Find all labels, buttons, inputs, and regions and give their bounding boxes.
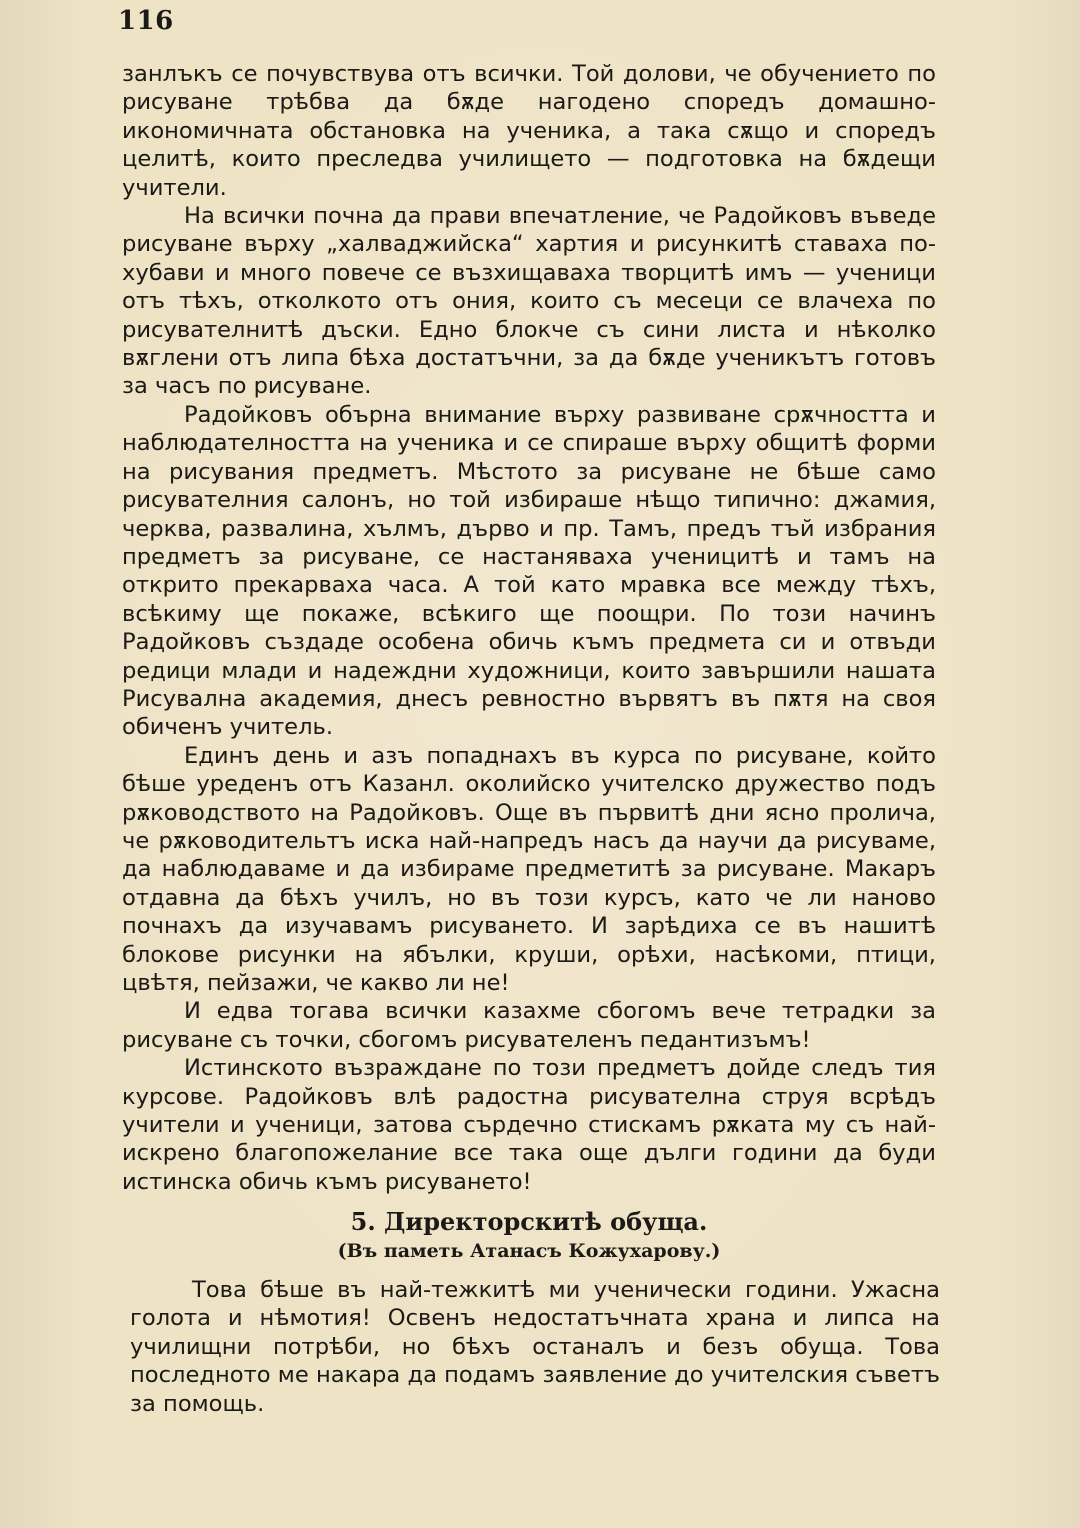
- paragraph: На всички почна да прави впечатление, че Радойковъ въведе рисуване върху „халваджийска“ хартия и рисункитѣ ставаха по-хубави и много повече се възхищаваха творцитѣ имъ — ученици отъ тѣхъ, отколкото отъ ония, които съ месеци се влачеха по рисувателнитѣ дъски. Едно блокче съ сини листа и нѣколко вѫглени отъ липа бѣха достатъчни, за да бѫде ученикътъ готовъ за часъ по рисуване.: [122, 203, 936, 400]
- paragraph: И едва тогава всички казахме сбогомъ вече тетрадки за рисуване съ точки, сбогомъ рисувателенъ педантизъмъ!: [122, 998, 936, 1053]
- paragraph: Истинското възраждане по този предметъ дойде следъ тия курсове. Радойковъ влѣ радостна рисувателна струя всрѣдъ учители и ученици, затова сърдечно стискамъ рѫката му съ най-искрено благопожелание все така още дълги години да буди истинска обичь къмъ рисуването!: [122, 1055, 936, 1195]
- paragraph: занлъкъ се почувствува отъ всички. Той долови, че обучението по рисуване трѣбва да бѫде нагодено споредъ домашно-икономичната обстановка на ученика, а така сѫщо и споредъ целитѣ, които преследва училището — подготовка на бѫдещи учители.: [122, 61, 936, 201]
- paragraph: Единъ день и азъ попаднахъ въ курса по рисуване, който бѣше уреденъ отъ Казанл. околийско учителско дружество подъ рѫководството на Радойковъ. Още въ първитѣ дни ясно пролича, че рѫководительтъ иска най-напредъ насъ да научи да рисуваме, да наблюдаваме и да избираме предметитѣ за рисуване. Макаръ отдавна да бѣхъ училъ, но въ този курсъ, като че ли наново почнахъ да изучавамъ рисуването. И зарѣдиха се въ нашитѣ блокове рисунки на ябълки, круши, орѣхи, насѣкоми, птици, цвѣтя, пейзажи, че какво ли не!: [122, 742, 936, 996]
- section-dedication: (Въ паметь Атанасъ Кожухарову.): [337, 1240, 721, 1262]
- paragraph: Радойковъ обърна внимание върху развиване срѫчността и наблюдателността на ученика и се спираше върху общитѣ форми на рисувания предметъ. Мѣстото за рисуване не бѣше само рисувателния салонъ, но той избираше нѣщо типично: джамия, черква, развалина, хълмъ, дърво и пр. Тамъ, предъ тъй избрания предметъ за рисуване, се настаняваха ученицитѣ и тамъ на открито прекарваха часа. А той като мравка все между тѣхъ, всѣкиму ще покаже, всѣкиго ще поощри. По този начинъ Радойковъ създаде особена обичь къмъ предмета си и отвъди редици млади и надеждни художници, които завършили нашата Рисувална академия, днесъ ревностно вървятъ въ пѫтя на своя обиченъ учитель.: [122, 401, 936, 741]
- main-text: [122, 60, 936, 1196]
- page-number: 116: [118, 6, 174, 36]
- section-heading: [122, 1206, 936, 1264]
- section-title: 5. Директорскитѣ обуща.: [350, 1207, 708, 1236]
- section-text: [130, 1276, 940, 1418]
- paragraph: Това бѣше въ най-тежкитѣ ми ученически години. Ужасна голота и нѣмотия! Освенъ недостатъчната храна и липса на училищни потрѣби, но бѣхъ останалъ и безъ обуща. Това последното ме накара да подамъ заявление до учителския съветъ за помощь.: [130, 1277, 940, 1417]
